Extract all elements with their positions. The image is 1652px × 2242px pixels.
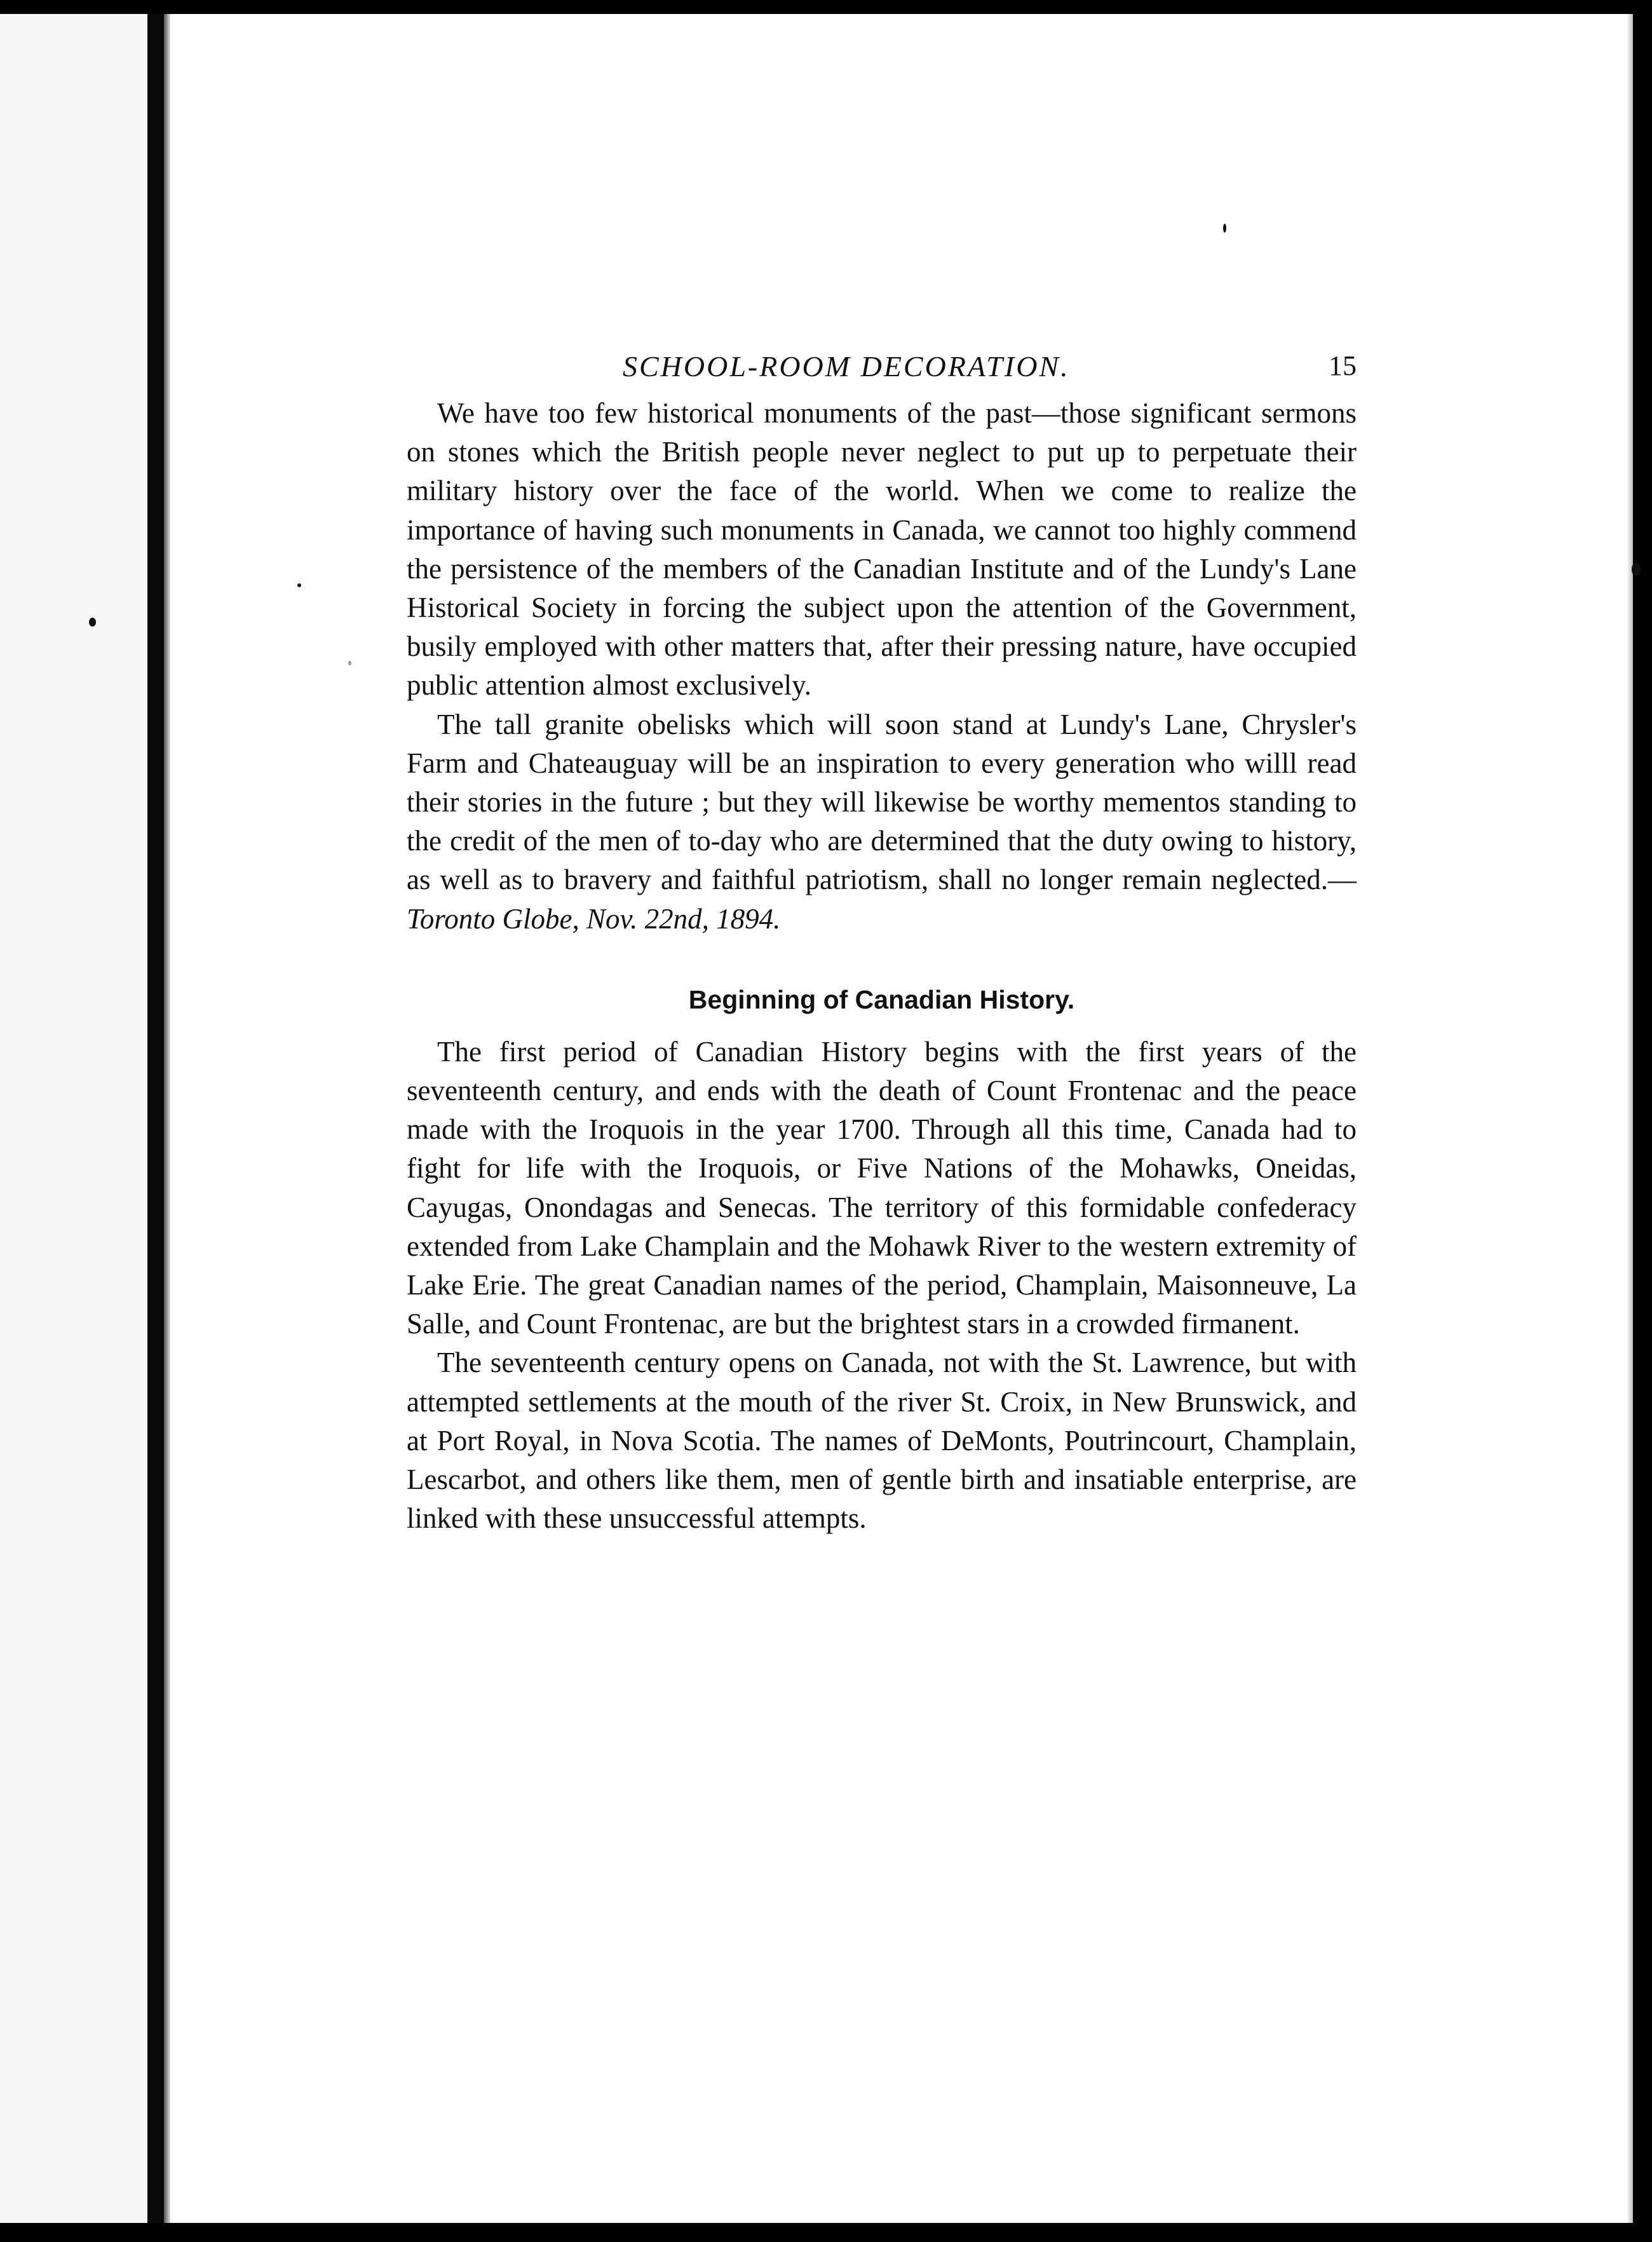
page-number: 15 bbox=[1329, 350, 1357, 381]
page-fold-edge bbox=[164, 14, 170, 2223]
facing-page-edge bbox=[0, 14, 147, 2223]
scan-speck bbox=[348, 661, 351, 665]
running-head bbox=[407, 343, 1357, 394]
paragraph-first-period: The first period of Canadian History begins with the first years of the seventeenth century, and ends with the death of Count Frontenac and the peace made with the Iroquois in the year 1700. Through all this time, Canada had to fight for life with the Iroquois, or Five Nations of the Mohawks, Oneidas, Cayugas, Onondagas and Senecas. The territory of this formidable confederacy extended from Lake Champlain and the Mohawk River to the western extremity of Lake Erie. The great Canadian names of the period, Champlain, Maisonneuve, La Salle, and Count Frontenac, are but the brightest stars in a crowded firmanent. bbox=[407, 1035, 1357, 1340]
section-heading: Beginning of Canadian History. bbox=[688, 984, 1075, 1014]
page-right-shadow bbox=[1627, 14, 1633, 2223]
scan-border-top bbox=[0, 0, 1652, 14]
source-citation: Toronto Globe, Nov. 22nd, 1894. bbox=[407, 902, 781, 935]
paragraph-obelisks bbox=[407, 705, 1357, 939]
scan-border-right bbox=[1633, 0, 1652, 2242]
book-page bbox=[407, 343, 1357, 1538]
page-fold-shadow bbox=[147, 14, 164, 2223]
scan-speck bbox=[297, 583, 301, 587]
scan-speck bbox=[1223, 224, 1226, 233]
scan-border-bottom bbox=[0, 2223, 1652, 2242]
scan-speck bbox=[1632, 562, 1641, 576]
paragraph-seventeenth-century: The seventeenth century opens on Canada, not with the St. Lawrence, but with attempted settlements at the mouth of the river St. Croix, in New Brunswick, and at Port Royal, in Nova Scotia. The names of DeMonts, Poutrincourt, Champlain, Lescarbot, and others like them, men of gentle birth and insatiable enterprise, are linked with these unsuccessful attempts. bbox=[407, 1347, 1357, 1535]
paragraph-obelisks-text: The tall granite obelisks which will soon stand at Lundy's Lane, Chrysler's Farm and Chateauguay will be an inspiration to every generation who willl read their stories in the future ; but they will likewise be worthy mementos standing to the credit of the men of to-day who are determined that the duty owing to history, as well as to bravery and faithful patriotism, shall no longer remain neglected.— bbox=[407, 708, 1357, 896]
paragraph-monuments: We have too few historical monuments of the past—those significant sermons on stones which the British people never neglect to put up to perpetuate their military history over the face of the world. When we come to realize the importance of having such monuments in Canada, we cannot too highly commend the persistence of the members of the Canadian Institute and of the Lundy's Lane Historical Society in forcing the subject upon the attention of the Government, busily employed with other matters that, after their pressing nature, have occupied public attention almost exclusively. bbox=[407, 397, 1357, 702]
running-head-title: SCHOOL-ROOM DECORATION. bbox=[623, 350, 1070, 383]
scan-speck bbox=[89, 618, 96, 627]
